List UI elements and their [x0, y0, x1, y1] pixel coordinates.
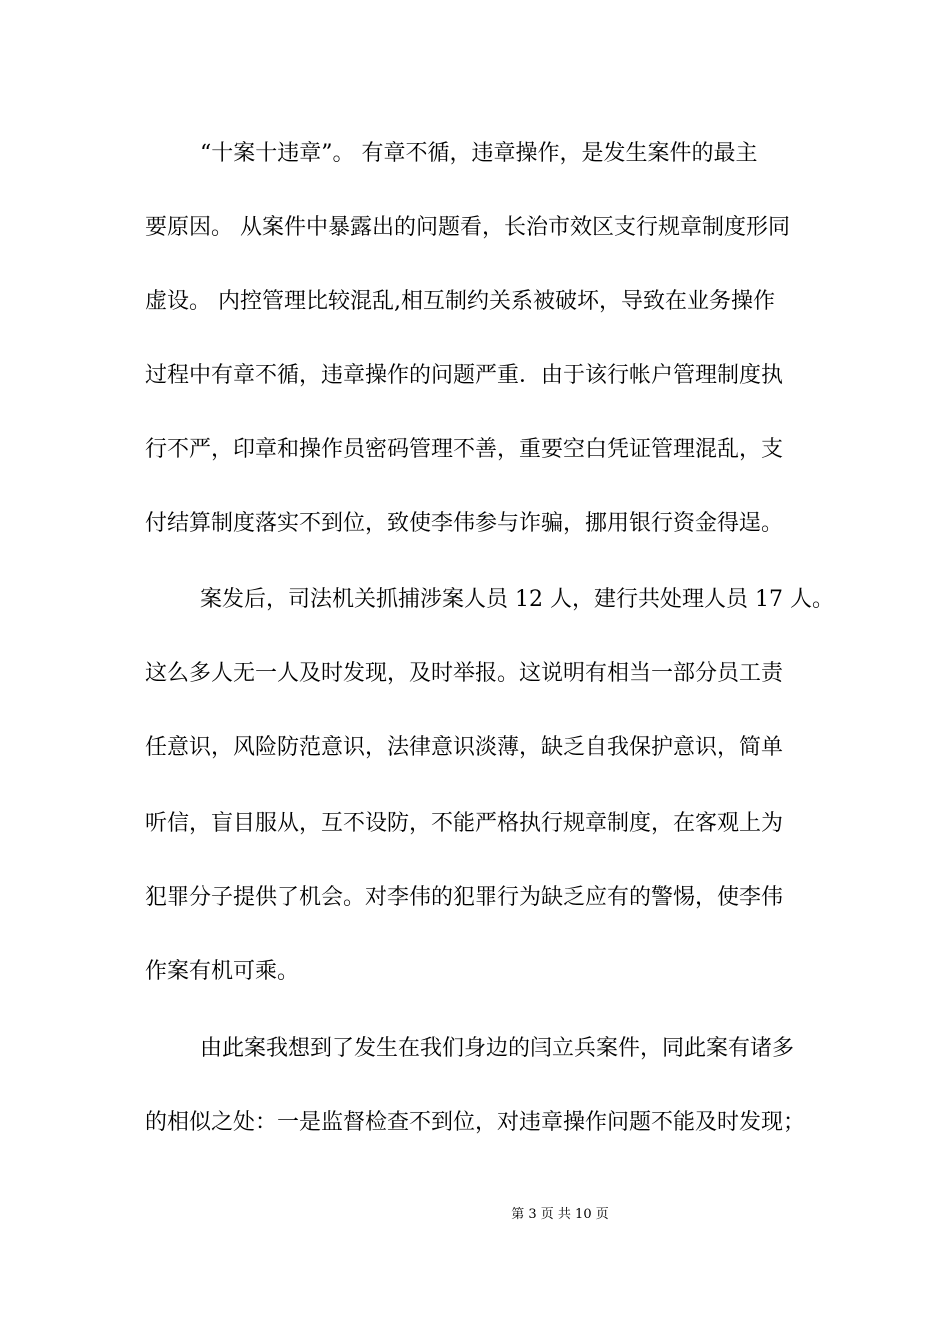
paragraph-line: 任意识，风险防范意识，法律意识淡薄，缺乏自我保护意识，简单: [145, 735, 784, 760]
paragraph-line: 的相似之处：一是监督检查不到位，对违章操作问题不能及时发现；: [145, 1110, 806, 1135]
paragraph-line: 犯罪分子提供了机会。对李伟的犯罪行为缺乏应有的警惕，使李伟: [145, 885, 784, 910]
paragraph-line: “十案十违章”。 有章不循，违章操作，是发生案件的最主: [200, 141, 758, 166]
paragraph-line: 这么多人无一人及时发现，及时举报。这说明有相当一部分员工责: [145, 661, 784, 686]
paragraph-line: 听信，盲目服从，互不设防，不能严格执行规章制度，在客观上为: [145, 811, 784, 836]
paragraph-line: 作案有机可乘。: [145, 959, 300, 984]
paragraph-line: 行不严，印章和操作员密码管理不善，重要空白凭证管理混乱，支: [145, 437, 784, 462]
paragraph-line: 付结算制度落实不到位，致使李伟参与诈骗，挪用银行资金得逞。: [145, 511, 784, 536]
paragraph-line: 由此案我想到了发生在我们身边的闫立兵案件，同此案有诸多: [200, 1036, 795, 1061]
paragraph-line: 要原因。 从案件中暴露出的问题看，长治市效区支行规章制度形同: [145, 215, 790, 240]
paragraph-line: 案发后，司法机关抓捕涉案人员 12 人，建行共处理人员 17 人。: [200, 587, 834, 612]
page-number-footer: 第 3 页 共 10 页: [511, 1207, 609, 1222]
paragraph-line: 虚设。 内控管理比较混乱,相互制约关系被破坏，导致在业务操作: [145, 289, 775, 314]
paragraph-line: 过程中有章不循，违章操作的问题严重．由于该行帐户管理制度执: [145, 363, 784, 388]
